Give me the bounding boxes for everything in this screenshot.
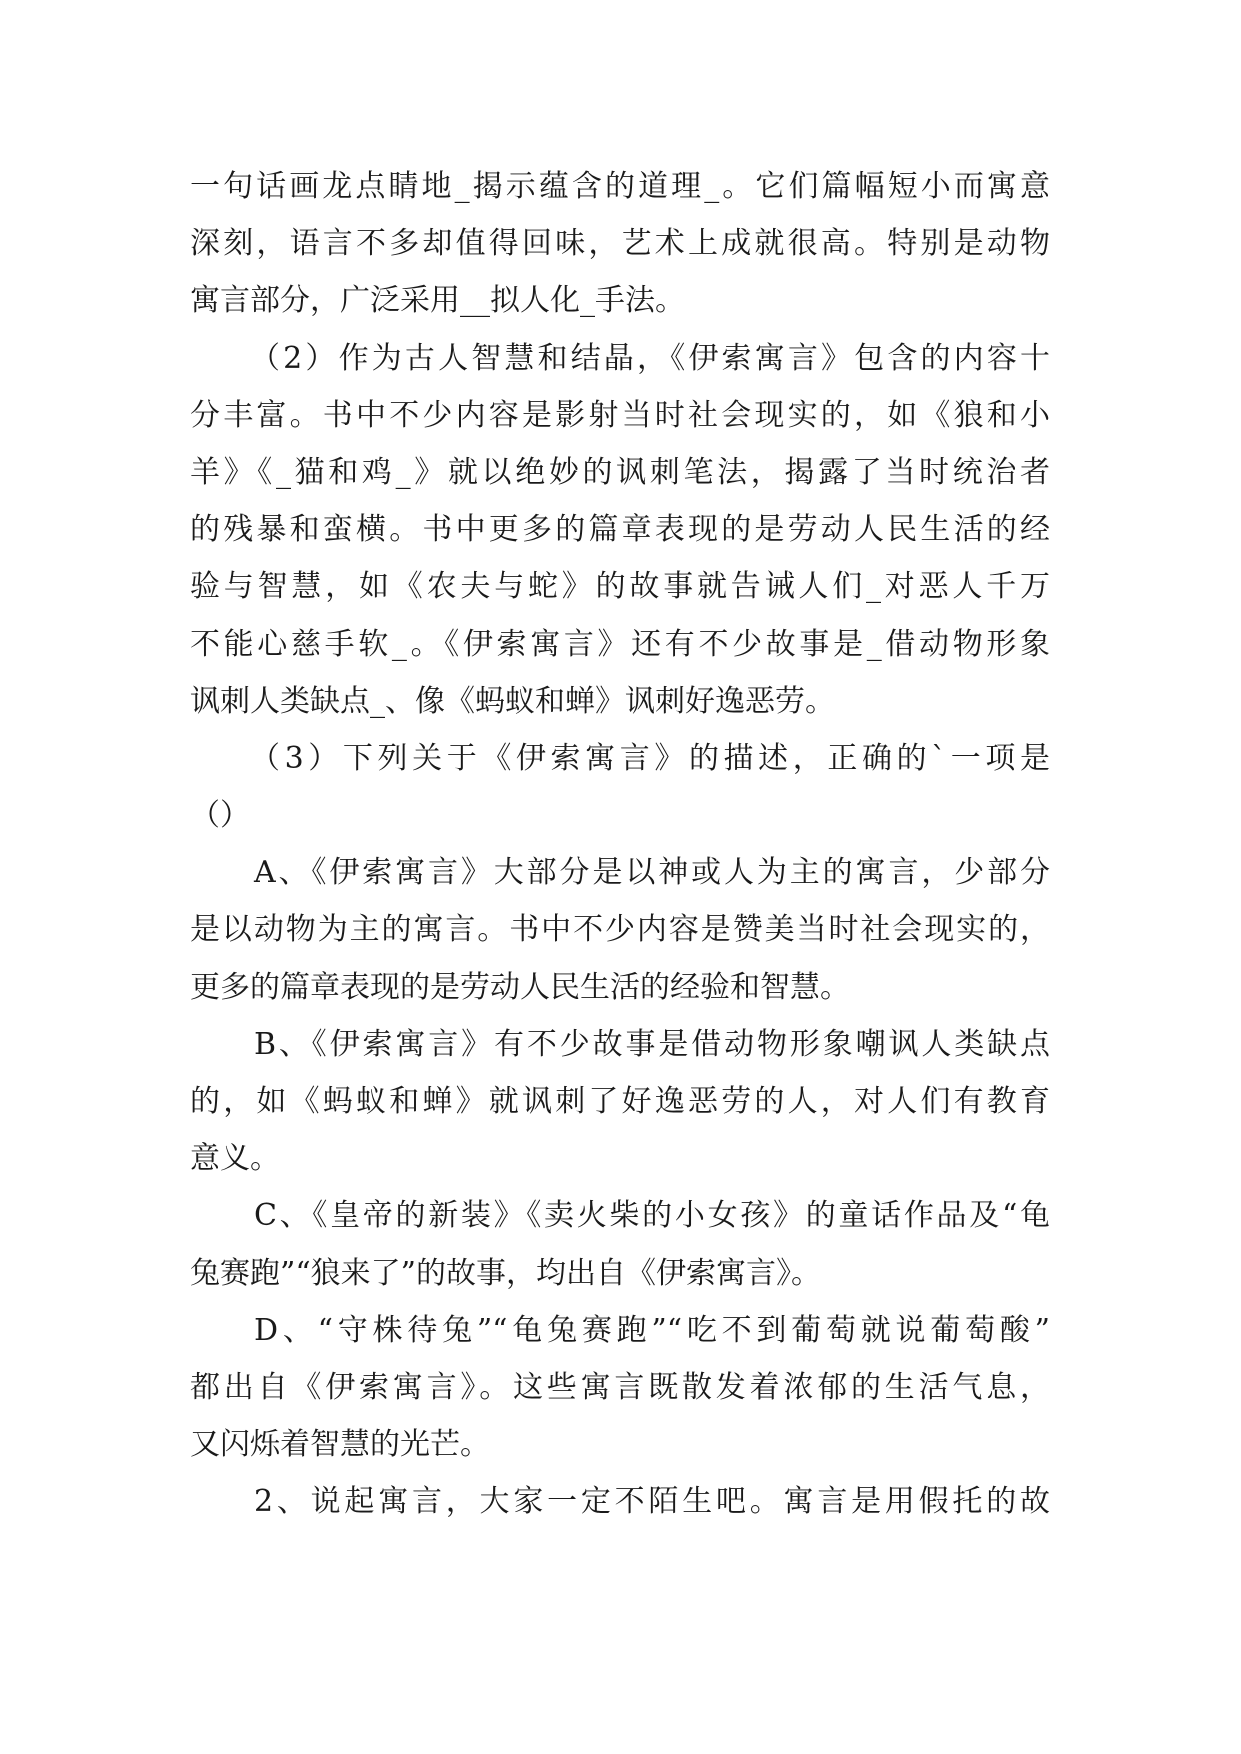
text-line: 的残暴和蛮横。书中更多的篇章表现的是劳动人民生活的经 <box>190 512 1050 548</box>
text-line: 不能心慈手软_。《伊索寓言》还有不少故事是_借动物形象 <box>190 626 1050 662</box>
text-line: 更多的篇章表现的是劳动人民生活的经验和智慧。 <box>190 969 850 1005</box>
text-line: 寓言部分，广泛采用__拟人化_手法。 <box>190 283 685 319</box>
option-a: A、《伊索寓言》大部分是以神或人为主的寓言，少部分 <box>254 855 1050 891</box>
text-line: 验与智慧，如《农夫与蛇》的故事就告诫人们_对恶人千万 <box>190 569 1050 605</box>
option-b: B、《伊索寓言》有不少故事是借动物形象嘲讽人类缺点 <box>254 1026 1050 1062</box>
text-line: 又闪烁着智慧的光芒。 <box>190 1427 490 1463</box>
text-line: 一句话画龙点睛地_揭示蕴含的道理_。它们篇幅短小而寓意 <box>190 169 1050 204</box>
question-2-intro: 2、说起寓言，大家一定不陌生吧。寓言是用假托的故 <box>254 1484 1050 1520</box>
answer-blank: （） <box>190 798 250 834</box>
option-c: C、《皇帝的新装》《卖火柴的小女孩》的童话作品及“龟 <box>254 1198 1050 1234</box>
text-line: 的，如《蚂蚁和蝉》就讽刺了好逸恶劳的人，对人们有教育 <box>190 1084 1050 1119</box>
text-line: 讽刺人类缺点_、像《蚂蚁和蝉》讽刺好逸恶劳。 <box>190 683 835 719</box>
text-line: 都出自《伊索寓言》。这些寓言既散发着浓郁的生活气息， <box>190 1369 1050 1405</box>
text-line: 是以动物为主的寓言。书中不少内容是赞美当时社会现实的， <box>190 912 1050 948</box>
option-d: D、“守株待兔”“龟兔赛跑”“吃不到葡萄就说葡萄酸” <box>254 1312 1050 1348</box>
text-line: 兔赛跑”“狼来了”的故事，均出自《伊索寓言》。 <box>190 1255 822 1291</box>
text-line: 羊》《_猫和鸡_》就以绝妙的讽刺笔法，揭露了当时统治者 <box>190 454 1050 490</box>
question-2-heading: （2）作为古人智慧和结晶，《伊索寓言》包含的内容十 <box>250 340 1050 376</box>
text-line: 分丰富。书中不少内容是影射当时社会现实的，如《狼和小 <box>190 397 1050 433</box>
text-line: 意义。 <box>190 1141 280 1177</box>
text-line: 深刻，语言不多却值得回味，艺术上成就很高。特别是动物 <box>190 226 1050 262</box>
document-body <box>190 158 1050 1531</box>
question-3-heading: （3）下列关于《伊索寓言》的描述，正确的`一项是 <box>250 740 1050 776</box>
